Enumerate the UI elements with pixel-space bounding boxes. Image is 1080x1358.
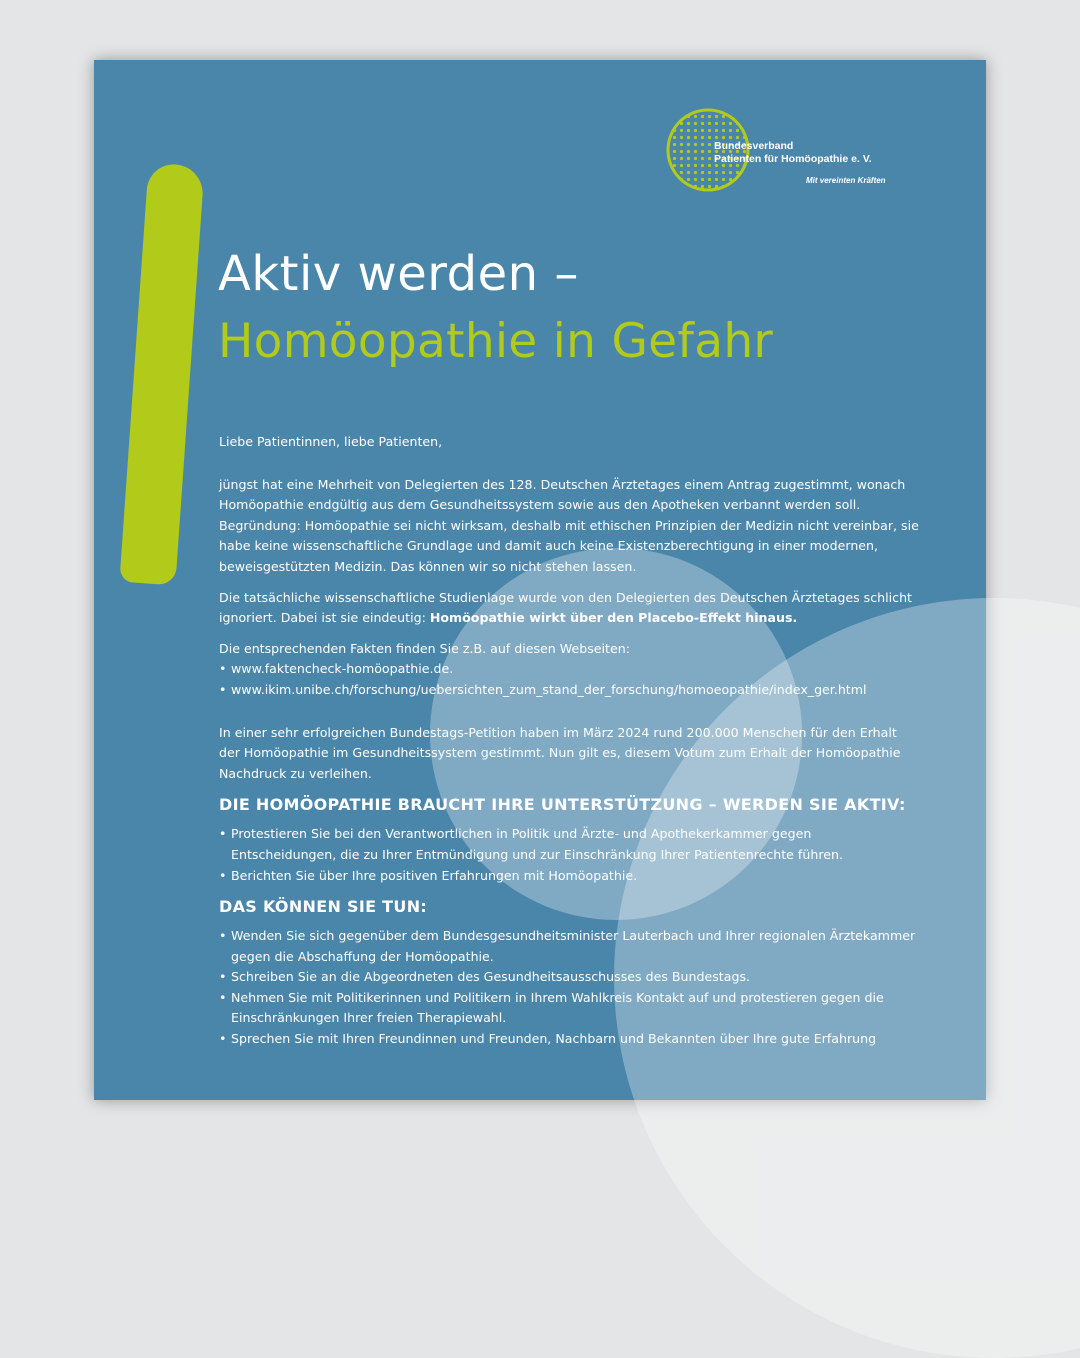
letter-body [219,432,919,1050]
exclamation-mark-dot [130,546,170,572]
list-item: • Nehmen Sie mit Politikerinnen und Politikern in Ihrem Wahlkreis Kontakt auf und protestieren gegen die Einschränkungen Ihrer freien Therapiewahl. [219,988,919,1029]
logo-line-2: Patienten für Homöopathie e. V. [714,153,872,165]
salutation: Liebe Patientinnen, liebe Patienten, [219,434,443,449]
list-item: • Schreiben Sie an die Abgeordneten des Gesundheitsausschusses des Bundestags. [219,967,919,988]
paragraph-study-text: Die tatsächliche wissenschaftliche Studienlage wurde von den Delegierten des Deutschen Ärztetages schlicht ignoriert. Dabei ist sie eindeutig: [219,589,912,626]
support-list [219,824,919,886]
paragraph-study-situation [219,588,919,629]
flyer-page [94,60,986,1100]
list-item: • Berichten Sie über Ihre positiven Erfahrungen mit Homöopathie. [219,866,919,887]
paragraph-intro: jüngst hat eine Mehrheit von Delegierten des 128. Deutschen Ärztetages einem Antrag zugestimmt, wonach Homöopathie endgültig aus dem Gesundheitssystem sowie aus den Apotheken verbannt werden soll. Begründung: Homöopathie sei nicht wirksam, deshalb mit ethischen Prinzipien der Medizin nicht vereinbar, sie habe keine wissenschaftliche Grundlage und damit auch keine Existenzberechtigung in einer modernen, beweisgestützten Medizin. Das können wir so nicht stehen lassen. [219,476,919,574]
link-ikim[interactable]: • www.ikim.unibe.ch/forschung/uebersichten_zum_stand_der_forschung/homoeopathie/index_ger.html [219,680,919,701]
paragraph-study-emphasis: Homöopathie wirkt über den Placebo-Effekt hinaus. [429,610,798,626]
heading-actions: DAS KÖNNEN SIE TUN: [219,897,428,917]
logo-tagline: Mit vereinten Kräften [806,176,886,185]
title-line-2: Homöopathie in Gefahr [218,314,774,369]
heading-support: DIE HOMÖOPATHIE BRAUCHT IHRE UNTERSTÜTZUNG – WERDEN SIE AKTIV: [219,795,906,815]
actions-list [219,926,919,1050]
association-logo [664,106,944,196]
facts-intro: Die entsprechenden Fakten finden Sie z.B. auf diesen Webseiten: [219,640,630,656]
title-line-1: Aktiv werden – [218,246,579,302]
list-item: • Protestieren Sie bei den Verantwortlichen in Politik und Ärzte- und Apothekerkammer gegen Entscheidungen, die zu Ihrer Entmündigung und zur Einschränkung Ihrer Patientenrechte führen. [219,824,919,865]
link-list [219,659,919,700]
paragraph-petition: In einer sehr erfolgreichen Bundestags-Petition haben im März 2024 rund 200.000 Menschen für den Erhalt der Homöopathie im Gesundheitssystem gestimmt. Nun gilt es, diesem Votum zum Erhalt der Homöopathie Nachdruck zu verleihen. [219,724,901,781]
link-faktencheck[interactable]: • www.faktencheck-homöopathie.de. [219,659,919,680]
exclamation-mark-bar [119,163,204,586]
list-item: • Sprechen Sie mit Ihren Freundinnen und Freunden, Nachbarn und Bekannten über Ihre gute Erfahrung [219,1029,919,1050]
logo-wordmark [714,140,872,166]
logo-line-1: Bundesverband [714,140,794,152]
list-item: • Wenden Sie sich gegenüber dem Bundesgesundheitsminister Lauterbach und Ihrer regionalen Ärztekammer gegen die Abschaffung der Homöopathie. [219,926,919,967]
